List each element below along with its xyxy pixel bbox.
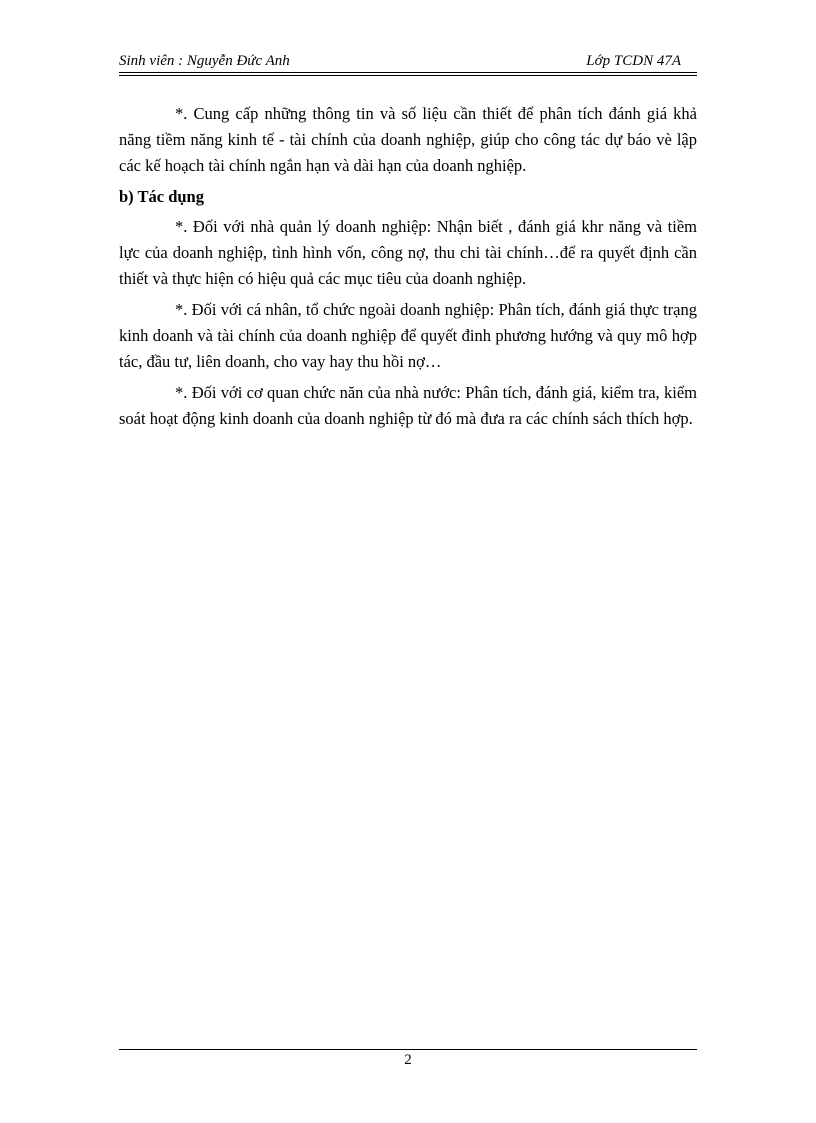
paragraph-managers: *. Đối với nhà quản lý doanh nghiệp: Nhận biết , đánh giá khr năng và tiềm lực của doanh nghiệp, tình hình vốn, công nợ, thu chi tài chính…để ra quyết định cần thiết và thực hiện có hiệu quả các mục tiêu của doanh nghiệp. (119, 217, 697, 288)
paragraph-state-agencies: *. Đối với cơ quan chức năn của nhà nước: Phân tích, đánh giá, kiểm tra, kiểm soát hoạt động kinh doanh của doanh nghiệp từ đó mà đưa ra các chính sách thích hợp. (119, 383, 697, 428)
page-number: 2 (404, 1052, 412, 1068)
header-divider (119, 72, 697, 76)
paragraph-external-parties: *. Đối với cá nhân, tổ chức ngoài doanh nghiệp: Phân tích, đánh giá thực trạng kinh doanh và tài chính của doanh nghiệp để quyết đinh phương hướng và quy mô hợp tác, đầu tư, liên doanh, cho vay hay thu hồi nợ… (119, 300, 697, 371)
footer-divider (119, 1049, 697, 1050)
header-student-name: Sinh viên : Nguyễn Đức Anh (119, 53, 290, 69)
section-heading: b) Tác dụng (119, 187, 204, 206)
paragraph-info-provision: *. Cung cấp những thông tin và số liệu cần thiết để phân tích đánh giá khả năng tiềm năng kinh tế - tài chính của doanh nghiệp, giúp cho công tác dự báo vè lập các kế hoạch tài chính ngắn hạn và dài hạn của doanh nghiệp. (119, 104, 697, 175)
header-class-name: Lớp TCDN 47A (586, 53, 681, 69)
document-body (119, 101, 697, 437)
page-header (119, 53, 697, 73)
